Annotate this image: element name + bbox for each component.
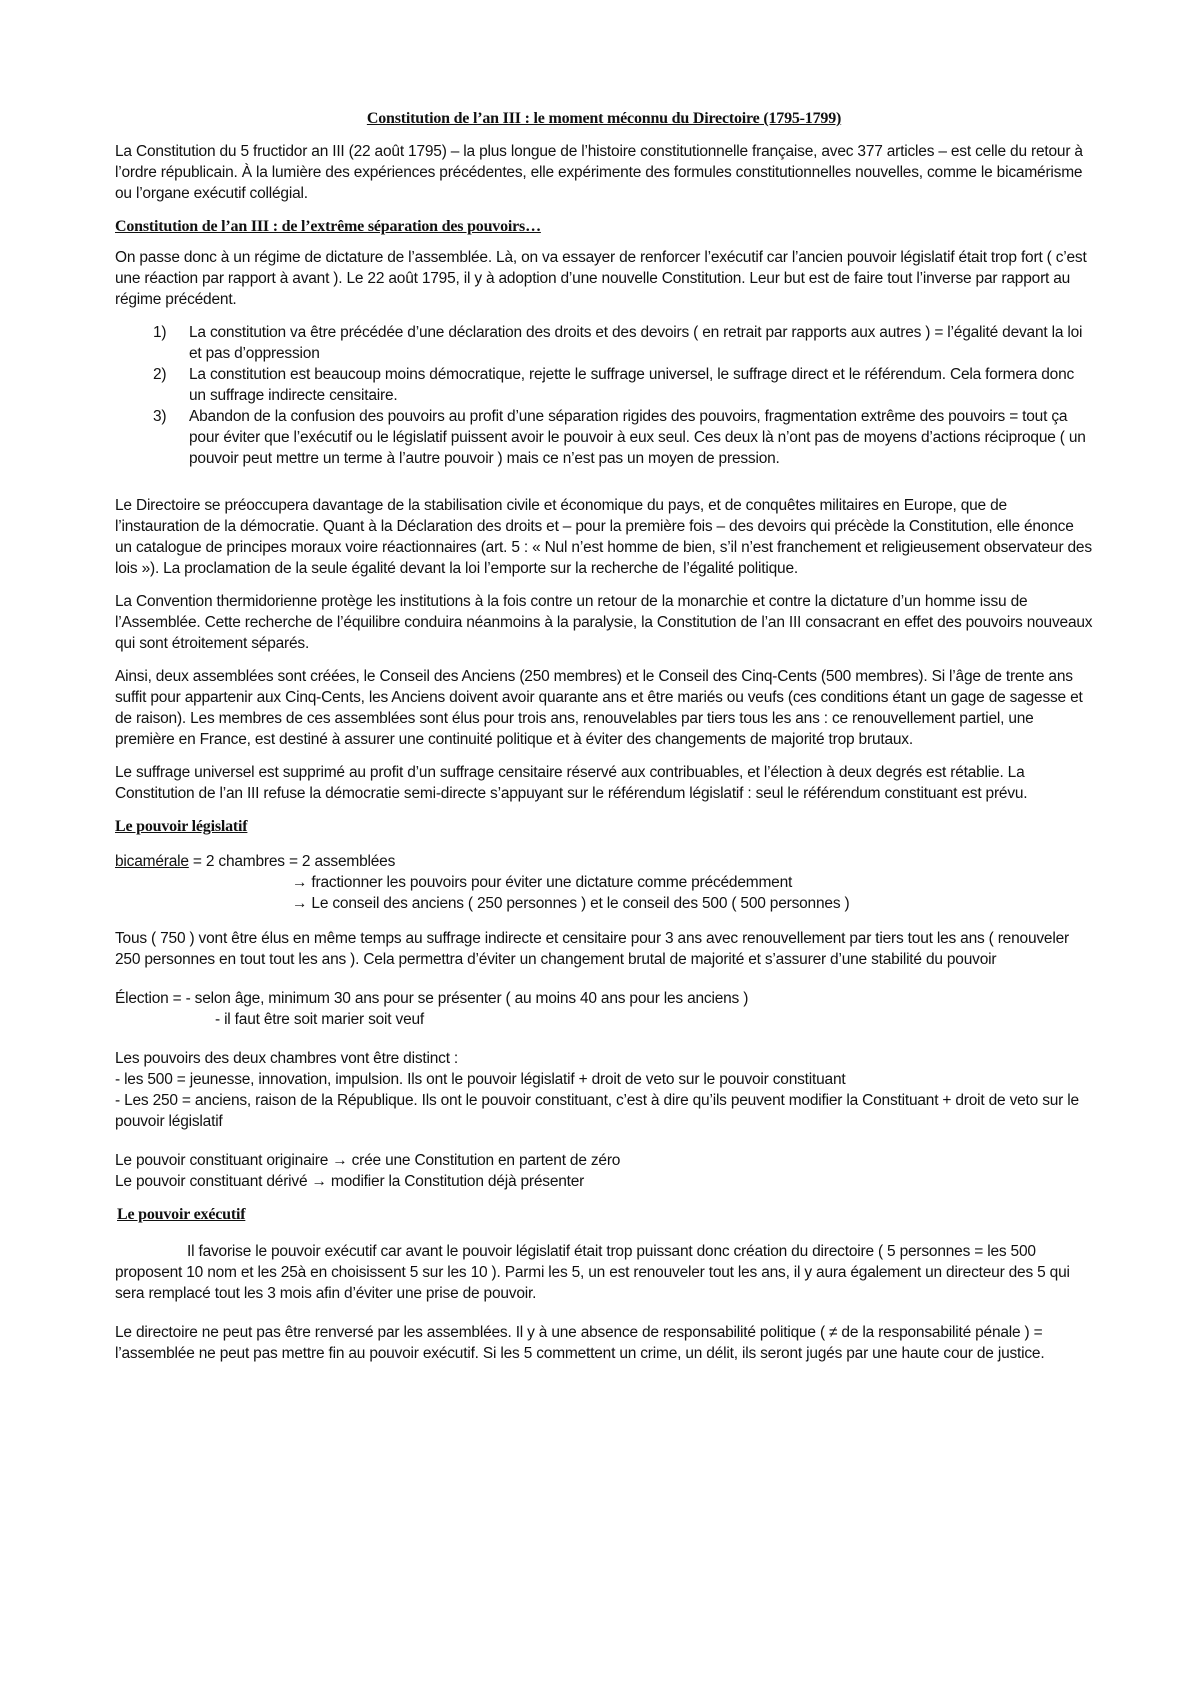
constituant-derive: Le pouvoir constituant dérivé → modifier la Constitution déjà présenter (115, 1173, 585, 1190)
section-heading-separation: Constitution de l’an III : de l’extrême séparation des pouvoirs… (115, 218, 541, 235)
paragraph-suffrage: Le suffrage universel est supprimé au profit d’un suffrage censitaire réservé aux contribuables, et l’élection à deux degrés est rétablie. La Constitution de l’an III refuse la démocratie semi-directe s’appuyant sur le référendum législatif : seul le référendum constituant est prévu. (115, 764, 1028, 802)
list-item (115, 322, 1093, 364)
section-heading-legislatif: Le pouvoir législatif (115, 818, 248, 835)
bicamerale-term: bicamérale (115, 853, 189, 870)
election-line-marier: - il faut être soit marier soit veuf (215, 1011, 425, 1028)
paragraph-dictature: On passe donc à un régime de dictature de l’assemblée. Là, on va essayer de renforcer l’exécutif car l’ancien pouvoir législatif était trop fort ( c’est une réaction par rapport à avant ). Le 22 août 1795, il y à adoption d’une nouvelle Constitution. Leur but est de faire tout l’inverse par rapport au régime précédent. (115, 249, 1087, 308)
chambres-intro: Les pouvoirs des deux chambres vont être distinct : (115, 1050, 459, 1067)
section-heading-executif: Le pouvoir exécutif (117, 1206, 246, 1223)
page-title: Constitution de l’an III : le moment méconnu du Directoire (1795-1799) (366, 110, 842, 127)
constituant-originaire: Le pouvoir constituant originaire → crée une Constitution en partent de zéro (115, 1152, 621, 1169)
paragraph-convention: La Convention thermidorienne protège les institutions à la fois contre un retour de la monarchie et contre la dictature d’un homme issu de l’Assemblée. Cette recherche de l’équilibre conduira néanmoins à la paralysie, la Constitution de l’an III consacrant en effet des pouvoirs nouveaux qui sont étroitement séparés. (115, 593, 1093, 652)
arrow-line-fractionner: → fractionner les pouvoirs pour éviter une dictature comme précédemment (292, 874, 793, 891)
paragraph-tous: Tous ( 750 ) vont être élus en même temps au suffrage indirecte et censitaire pour 3 ans avec renouvellement par tiers tout les ans ( renouveler 250 personnes en tout tout les ans ). Cela permettra d’éviter un changement brutal de majorité et s’assurer d’une stabilité du pouvoir (115, 930, 1069, 968)
arrow-line-conseils: → Le conseil des anciens ( 250 personnes ) et le conseil des 500 ( 500 personnes ) (292, 895, 850, 912)
paragraph-directoire: Le Directoire se préoccupera davantage de la stabilisation civile et économique du pays, et de conquêtes militaires en Europe, que de l’instauration de la démocratie. Quant à la Déclaration des droits et – pour la première fois – des devoirs qui précède la Constitution, elle énonce un catalogue de principes moraux voire réactionnaires (art. 5 : « Nul n’est homme de bien, s’il n’est franchement et religieusement observateur des lois »). La proclamation de la seule égalité devant la loi l’emporte sur la recherche de l’égalité politique. (115, 497, 1092, 577)
paragraph-executif: Il favorise le pouvoir exécutif car avant le pouvoir législatif était trop puissant donc création du directoire ( 5 personnes = les 500 proposent 10 nom et les 25à en choisissent 5 sur les 10 ). Parmi les 5, un est renouveler tout les ans, il y aura également un directeur des 5 qui sera remplacé tout les 3 mois afin d’éviter une prise de pouvoir. (115, 1243, 1070, 1302)
election-line: Élection = - selon âge, minimum 30 ans pour se présenter ( au moins 40 ans pour les anciens ) (115, 990, 749, 1007)
list-item (115, 364, 1093, 406)
chambres-500: - les 500 = jeunesse, innovation, impulsion. Ils ont le pouvoir législatif + droit de veto sur le pouvoir constituant (115, 1071, 846, 1088)
numbered-list (115, 322, 1093, 469)
list-number: 2) (153, 366, 167, 383)
list-text: La constitution est beaucoup moins démocratique, rejette le suffrage universel, le suffrage direct et le référendum. Cela formera donc un suffrage indirecte censitaire. (189, 366, 1075, 404)
chambres-250: - Les 250 = anciens, raison de la République. Ils ont le pouvoir constituant, c’est à dire qu’ils peuvent modifier la Constituant + droit de veto sur le pouvoir législatif (115, 1092, 1079, 1130)
list-number: 3) (153, 408, 167, 425)
list-item (115, 406, 1093, 469)
bicamerale-line (115, 851, 1093, 872)
paragraph-responsabilite: Le directoire ne peut pas être renversé par les assemblées. Il y à une absence de responsabilité politique ( ≠ de la responsabilité pénale ) = l’assemblée ne peut pas mettre fin au pouvoir exécutif. Si les 5 commettent un crime, un délit, ils seront jugés par une haute cour de justice. (115, 1324, 1045, 1362)
spacer (115, 481, 1093, 495)
list-text: Abandon de la confusion des pouvoirs au profit d’une séparation rigides des pouvoirs, fragmentation extrême des pouvoirs = tout ça pour éviter que l’exécutif ou le législatif puissent avoir le pouvoir à eux seul. Ces deux là n’ont pas de moyens d’actions réciproque ( un pouvoir peut mettre un terme à l’autre pouvoir ) mais ce n’est pas un moyen de pression. (189, 408, 1086, 467)
document-page (115, 108, 1093, 1376)
list-text: La constitution va être précédée d’une déclaration des droits et des devoirs ( en retrait par rapports aux autres ) = l’égalité devant la loi et pas d’oppression (189, 324, 1083, 362)
paragraph-assemblees: Ainsi, deux assemblées sont créées, le Conseil des Anciens (250 membres) et le Conseil des Cinq-Cents (500 membres). Si l’âge de trente ans suffit pour appartenir aux Cinq-Cents, les Anciens doivent avoir quarante ans et être mariés ou veufs (ces conditions étant un gage de sagesse et de raison). Les membres de ces assemblées sont élus pour trois ans, renouvelables par tiers tous les ans : ce renouvellement partiel, une première en France, est destiné à assurer une continuité politique et à éviter des changements de majorité trop brutaux. (115, 668, 1083, 748)
list-number: 1) (153, 324, 167, 341)
intro-paragraph: La Constitution du 5 fructidor an III (22 août 1795) – la plus longue de l’histoire constitutionnelle française, avec 377 articles – est celle du retour à l’ordre républicain. À la lumière des expériences précédentes, elle expérimente des formules constitutionnelles nouvelles, comme le bicamérisme ou l’organe exécutif collégial. (115, 143, 1083, 202)
bicamerale-definition: = 2 chambres = 2 assemblées (188, 853, 396, 870)
